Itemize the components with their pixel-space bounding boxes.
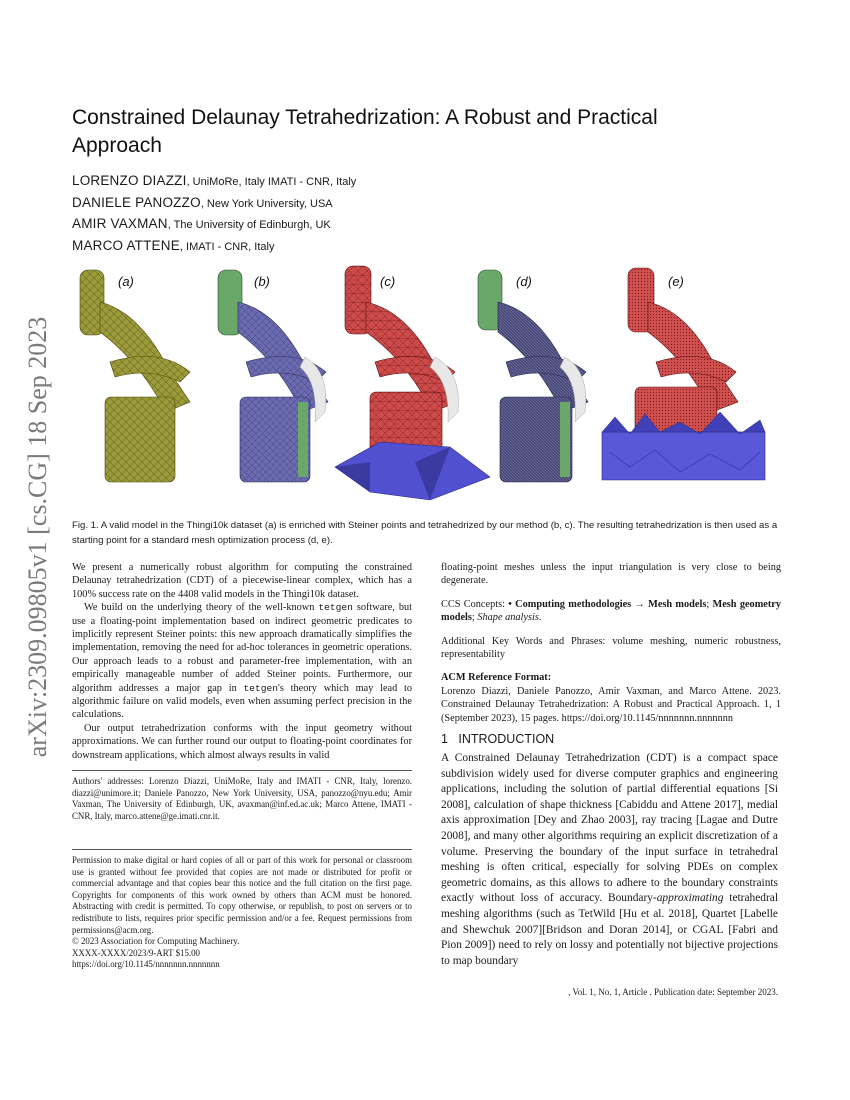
author-2 — [72, 193, 672, 215]
author-3 — [72, 214, 672, 236]
right-column-front-matter — [441, 561, 781, 725]
author-name: LORENZO DIAZZI — [72, 173, 187, 188]
title-line-1: Constrained Delaunay Tetrahedrization: A Robust and Practical — [72, 106, 658, 129]
paper-title — [72, 104, 772, 160]
issn: XXXX-XXXX/2023/9-ART $15.00 — [72, 947, 200, 958]
author-affiliation: , New York University, USA — [200, 197, 333, 210]
author-addresses: Authors' addresses: Lorenzo Diazzi, UniMoRe, Italy and IMATI - CNR, Italy, lorenzo. diazzi@unimore.it; Daniele Panozzo, New York University, USA, panozzo@nyu.edu; Amir Vaxman, The University of Edinburgh, UK, avaxman@inf.ed.ac.uk; Marco Attene, IMATI - CNR, Italy, marco.attene@ge.imati.cnr.it. — [72, 776, 412, 821]
permission-notice — [72, 855, 412, 971]
model-b — [218, 270, 328, 482]
abstract-paragraph-3: Our output tetrahedrization conforms with the input geometry without approximations. We can further round our output to floating-point coordinates for downstream applications, which almost always results in valid — [72, 722, 412, 761]
model-d — [478, 270, 588, 482]
title-line-2: Approach — [72, 134, 162, 157]
model-e — [602, 268, 765, 480]
code-tetgen: tetgen — [318, 602, 353, 614]
author-1 — [72, 171, 672, 193]
arxiv-watermark — [18, 290, 58, 785]
author-name: MARCO ATTENE — [72, 237, 180, 253]
abstract — [72, 561, 412, 762]
model-a — [80, 270, 190, 482]
section-heading — [441, 732, 554, 746]
figure-label-e: (e) — [668, 274, 684, 289]
author-affiliation: , IMATI - CNR, Italy — [179, 240, 275, 253]
section-number: 1 — [441, 732, 448, 746]
abstract-paragraph-3-continued: floating-point meshes unless the input triangulation is very close to being degenerate. — [441, 562, 781, 587]
author-name: AMIR VAXMAN — [72, 216, 168, 231]
acm-reference: Lorenzo Diazzi, Daniele Panozzo, Amir Vaxman, and Marco Attene. 2023. Constrained Delaunay Tetrahedrization: A Robust and Practical Approach. 1, 1 (September 2023), 15 pages. https://doi.org/10.1145/nnnnnnn.nnnnnnn — [441, 685, 781, 724]
section-title: INTRODUCTION — [458, 732, 555, 746]
permission-text: Permission to make digital or hard copies of all or part of this work for personal or classroom use is granted without fee provided that copies are not made or distributed for profit or commercial advantage and that copies bear this notice and the full citation on the first page. Copyrights for components of this work owned by others than ACM must be honored. Abstracting with credit is permitted. To copy otherwise, or republish, to post on servers or to redistribute to lists, requires prior specific permission and/or a fee. Request permissions from permissions@acm.org. — [72, 855, 412, 935]
keywords: Additional Key Words and Phrases: volume meshing, numeric robustness, representability — [441, 635, 781, 661]
arxiv-id: arXiv:2309.09805v1 [cs.CG] 18 Sep 2023 — [23, 316, 52, 758]
page-footer: , Vol. 1, No. 1, Article . Publication date: September 2023. — [568, 987, 778, 997]
ccs-concepts: CCS Concepts: • Computing methodologies → Mesh models; Mesh geometry models; Shape analysis. — [441, 598, 781, 624]
author-list — [72, 171, 672, 257]
model-c — [335, 266, 490, 500]
code-tetgen: tetgen — [243, 682, 279, 694]
footnote-divider — [72, 770, 412, 771]
figure-label-b: (b) — [254, 274, 270, 289]
figure-label-a: (a) — [118, 274, 134, 289]
abstract-paragraph-1: We present a numerically robust algorithm for computing the constrained Delaunay tetrahedrization (CDT) of a piecewise-linear complex, which has a 100% success rate on the 4408 valid models in the Thingi10k dataset. — [72, 562, 412, 600]
author-affiliation: , UniMoRe, Italy IMATI - CNR, Italy — [186, 176, 357, 188]
introduction-text: A Constrained Delaunay Tetrahedrization (CDT) is a compact space subdivision widely used for diverse computer graphics and engineering applications, including the solution of partial differential equations [Si 2008], calculation of shape thickness [Cabiddu and Attene 2017], medial axis approximation [Dey and Zhao 2003], ray tracing [Lagae and Dutre 2008], and many other algorithms requiring an explicit discretization of a volume. Preserving the boundary of the input surface in tetrahedral meshing is often critical, especially for solving PDEs on complex geometric domains, as this allows to adhere to the boundary constraints exactly without loss of accuracy. Boundary-approximating tetrahedral meshing algorithms (such as TetWild [Hu et al. 2018], Quartet [Labelle and Shewchuk 2007][Bridson and Doran 2014], or CGAL [Fabri and Pion 2009]) need to rely on lossy and potentially not bijective projections to map boundary — [441, 752, 778, 967]
abstract-paragraph-2: We build on the underlying theory of the well-known tetgen software, but use a floating-point implementation based on indirect geometric predicates to implicitly represent Steiner points: this new approach dramatically simplifies the implementation, removing the need for ad-hoc tolerances in geometric operations. Our approach leads to a robust and parameter-free implementation, with an empirically manageable number of added Steiner points. Furthermore, our algorithm addresses a major gap in tetgen's theory which may lead to algorithmic failure on valid models, even when assuming perfect precision in the calculations. — [72, 602, 413, 721]
author-name: DANIELE PANOZZO — [72, 194, 201, 210]
author-affiliation: , The University of Edinburgh, UK — [167, 219, 331, 231]
author-4 — [72, 236, 672, 258]
figure-caption: Fig. 1. A valid model in the Thingi10k dataset (a) is enriched with Steiner points and tetrahedrized by our method (b, c). The resulting tetrahedrization is then used as a starting point for a standard mesh optimization process (d, e). — [72, 520, 778, 546]
teaser-figure — [70, 262, 780, 512]
copyright: © 2023 Association for Computing Machinery. — [72, 936, 240, 947]
acm-reference-title: ACM Reference Format: — [441, 672, 552, 684]
figure-label-c: (c) — [380, 274, 396, 289]
doi-link[interactable]: https://doi.org/10.1145/nnnnnnn.nnnnnnn — [72, 959, 220, 970]
figure-label-d: (d) — [516, 274, 532, 289]
permission-divider — [72, 849, 412, 850]
